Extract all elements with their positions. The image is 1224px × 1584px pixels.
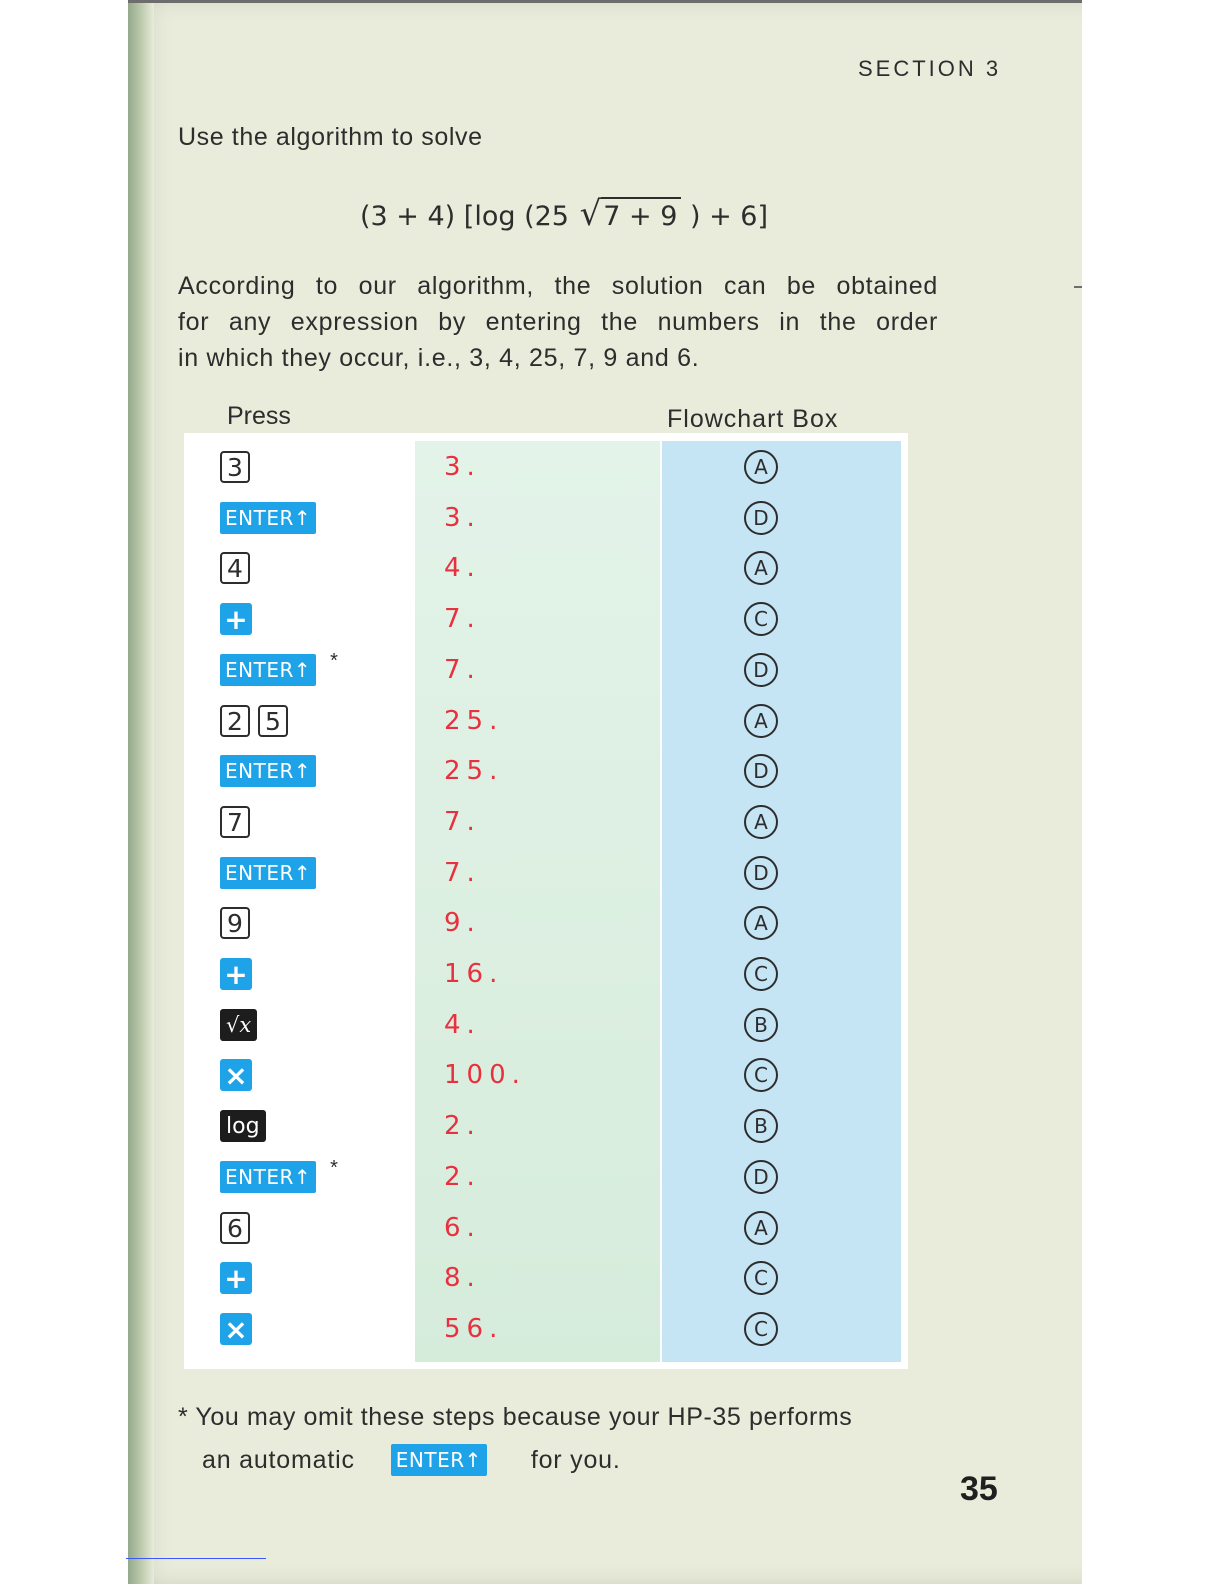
key-sequence <box>220 747 316 795</box>
table-row <box>0 798 1224 846</box>
key-sequence <box>220 595 252 643</box>
key-sequence <box>220 950 252 998</box>
digit-key: 6 <box>220 1212 250 1244</box>
function-key: + <box>220 958 252 990</box>
footnote-marker: * <box>330 1157 338 1179</box>
footnote-line-1: * You may omit these steps because your HP-35 performs <box>178 1403 853 1431</box>
key-sequence <box>220 1001 257 1049</box>
enter-key: ENTER↑ <box>220 857 316 889</box>
formula-prefix: (3 + 4) [log (25 <box>360 201 569 232</box>
margin-tick <box>1074 286 1082 288</box>
table-row <box>0 494 1224 542</box>
key-sequence <box>220 544 250 592</box>
display-value: 8. <box>444 1263 481 1293</box>
enter-key: ENTER↑ <box>220 755 316 787</box>
bottom-line <box>126 1558 266 1559</box>
footnote-text: an automatic <box>202 1445 355 1474</box>
formula <box>360 194 768 234</box>
formula-suffix: ) + 6] <box>689 201 769 232</box>
flowchart-box-icon: D <box>744 653 778 687</box>
flowchart-box-icon: A <box>744 906 778 940</box>
display-value: 2. <box>444 1162 481 1192</box>
flowchart-box-icon: A <box>744 450 778 484</box>
flowchart-box-icon: A <box>744 551 778 585</box>
enter-key: ENTER↑ <box>220 502 316 534</box>
digit-key: 9 <box>220 907 250 939</box>
flowchart-box-icon: D <box>744 754 778 788</box>
footnote-line-2 <box>202 1442 621 1478</box>
display-value: 7. <box>444 604 481 634</box>
function-key: √x <box>220 1009 257 1041</box>
function-key: + <box>220 603 252 635</box>
key-sequence <box>220 1102 266 1150</box>
table-row <box>0 747 1224 795</box>
paragraph-line: for any expression by entering the numbers in the order <box>178 308 938 336</box>
table-row <box>0 899 1224 947</box>
flowchart-box-icon: A <box>744 805 778 839</box>
sqrt-symbol: √ <box>579 194 602 234</box>
footnote-marker: * <box>330 650 338 672</box>
display-value: 16. <box>444 959 504 989</box>
key-sequence <box>220 697 288 745</box>
key-sequence <box>220 1051 252 1099</box>
flowchart-box-icon: C <box>744 602 778 636</box>
display-value: 9. <box>444 908 481 938</box>
key-sequence <box>220 1254 252 1302</box>
display-value: 7. <box>444 807 481 837</box>
flowchart-box-icon: A <box>744 1211 778 1245</box>
key-sequence <box>220 494 316 542</box>
explanation-paragraph <box>178 268 938 376</box>
key-sequence <box>220 443 250 491</box>
flowchart-box-icon: C <box>744 1058 778 1092</box>
function-key: + <box>220 1262 252 1294</box>
table-row <box>0 1001 1224 1049</box>
display-value: 7. <box>444 655 481 685</box>
display-value: 4. <box>444 553 481 583</box>
table-row <box>0 544 1224 592</box>
flowchart-box-icon: B <box>744 1109 778 1143</box>
enter-key: ENTER↑ <box>391 1444 487 1476</box>
display-value: 25. <box>444 756 504 786</box>
table-row <box>0 1305 1224 1353</box>
table-row <box>0 849 1224 897</box>
display-value: 7. <box>444 858 481 888</box>
key-sequence <box>220 646 338 694</box>
formula-radicand: 7 + 9 <box>601 197 681 232</box>
function-key: log <box>220 1110 266 1142</box>
footnote-text: for you. <box>530 1445 621 1474</box>
display-value: 100. <box>444 1060 526 1090</box>
table-row <box>0 595 1224 643</box>
display-value: 25. <box>444 706 504 736</box>
flowchart-box-icon: C <box>744 1312 778 1346</box>
table-row <box>0 950 1224 998</box>
flowchart-column-header: Flowchart Box <box>667 405 839 433</box>
top-rule <box>128 0 1082 3</box>
table-row <box>0 646 1224 694</box>
flowchart-box-icon: A <box>744 704 778 738</box>
digit-key: 2 <box>220 705 250 737</box>
key-sequence <box>220 798 250 846</box>
display-value: 4. <box>444 1010 481 1040</box>
key-sequence <box>220 1153 338 1201</box>
display-value: 2. <box>444 1111 481 1141</box>
display-value: 3. <box>444 503 481 533</box>
section-label: SECTION 3 <box>858 56 1002 81</box>
key-sequence <box>220 899 250 947</box>
table-row <box>0 1204 1224 1252</box>
display-value: 3. <box>444 452 481 482</box>
enter-key: ENTER↑ <box>220 1161 316 1193</box>
digit-key: 4 <box>220 552 250 584</box>
intro-text: Use the algorithm to solve <box>178 123 483 151</box>
press-column-header: Press <box>227 402 291 430</box>
display-value: 6. <box>444 1213 481 1243</box>
flowchart-box-icon: D <box>744 856 778 890</box>
digit-key: 5 <box>258 705 288 737</box>
table-row <box>0 1051 1224 1099</box>
flowchart-box-icon: D <box>744 1160 778 1194</box>
table-row <box>0 1102 1224 1150</box>
table-row <box>0 1254 1224 1302</box>
table-row <box>0 697 1224 745</box>
flowchart-box-icon: B <box>744 1008 778 1042</box>
flowchart-box-icon: C <box>744 1261 778 1295</box>
table-row <box>0 443 1224 491</box>
page-number: 35 <box>960 1470 998 1508</box>
key-sequence <box>220 1305 252 1353</box>
digit-key: 3 <box>220 451 250 483</box>
table-row <box>0 1153 1224 1201</box>
digit-key: 7 <box>220 806 250 838</box>
function-key: × <box>220 1313 252 1345</box>
paragraph-line: According to our algorithm, the solution can be obtained <box>178 272 938 300</box>
flowchart-box-icon: C <box>744 957 778 991</box>
key-sequence <box>220 849 316 897</box>
paragraph-line: in which they occur, i.e., 3, 4, 25, 7, 9 and 6. <box>178 344 700 372</box>
enter-key: ENTER↑ <box>220 654 316 686</box>
key-sequence <box>220 1204 250 1252</box>
display-value: 56. <box>444 1314 504 1344</box>
function-key: × <box>220 1059 252 1091</box>
flowchart-box-icon: D <box>744 501 778 535</box>
